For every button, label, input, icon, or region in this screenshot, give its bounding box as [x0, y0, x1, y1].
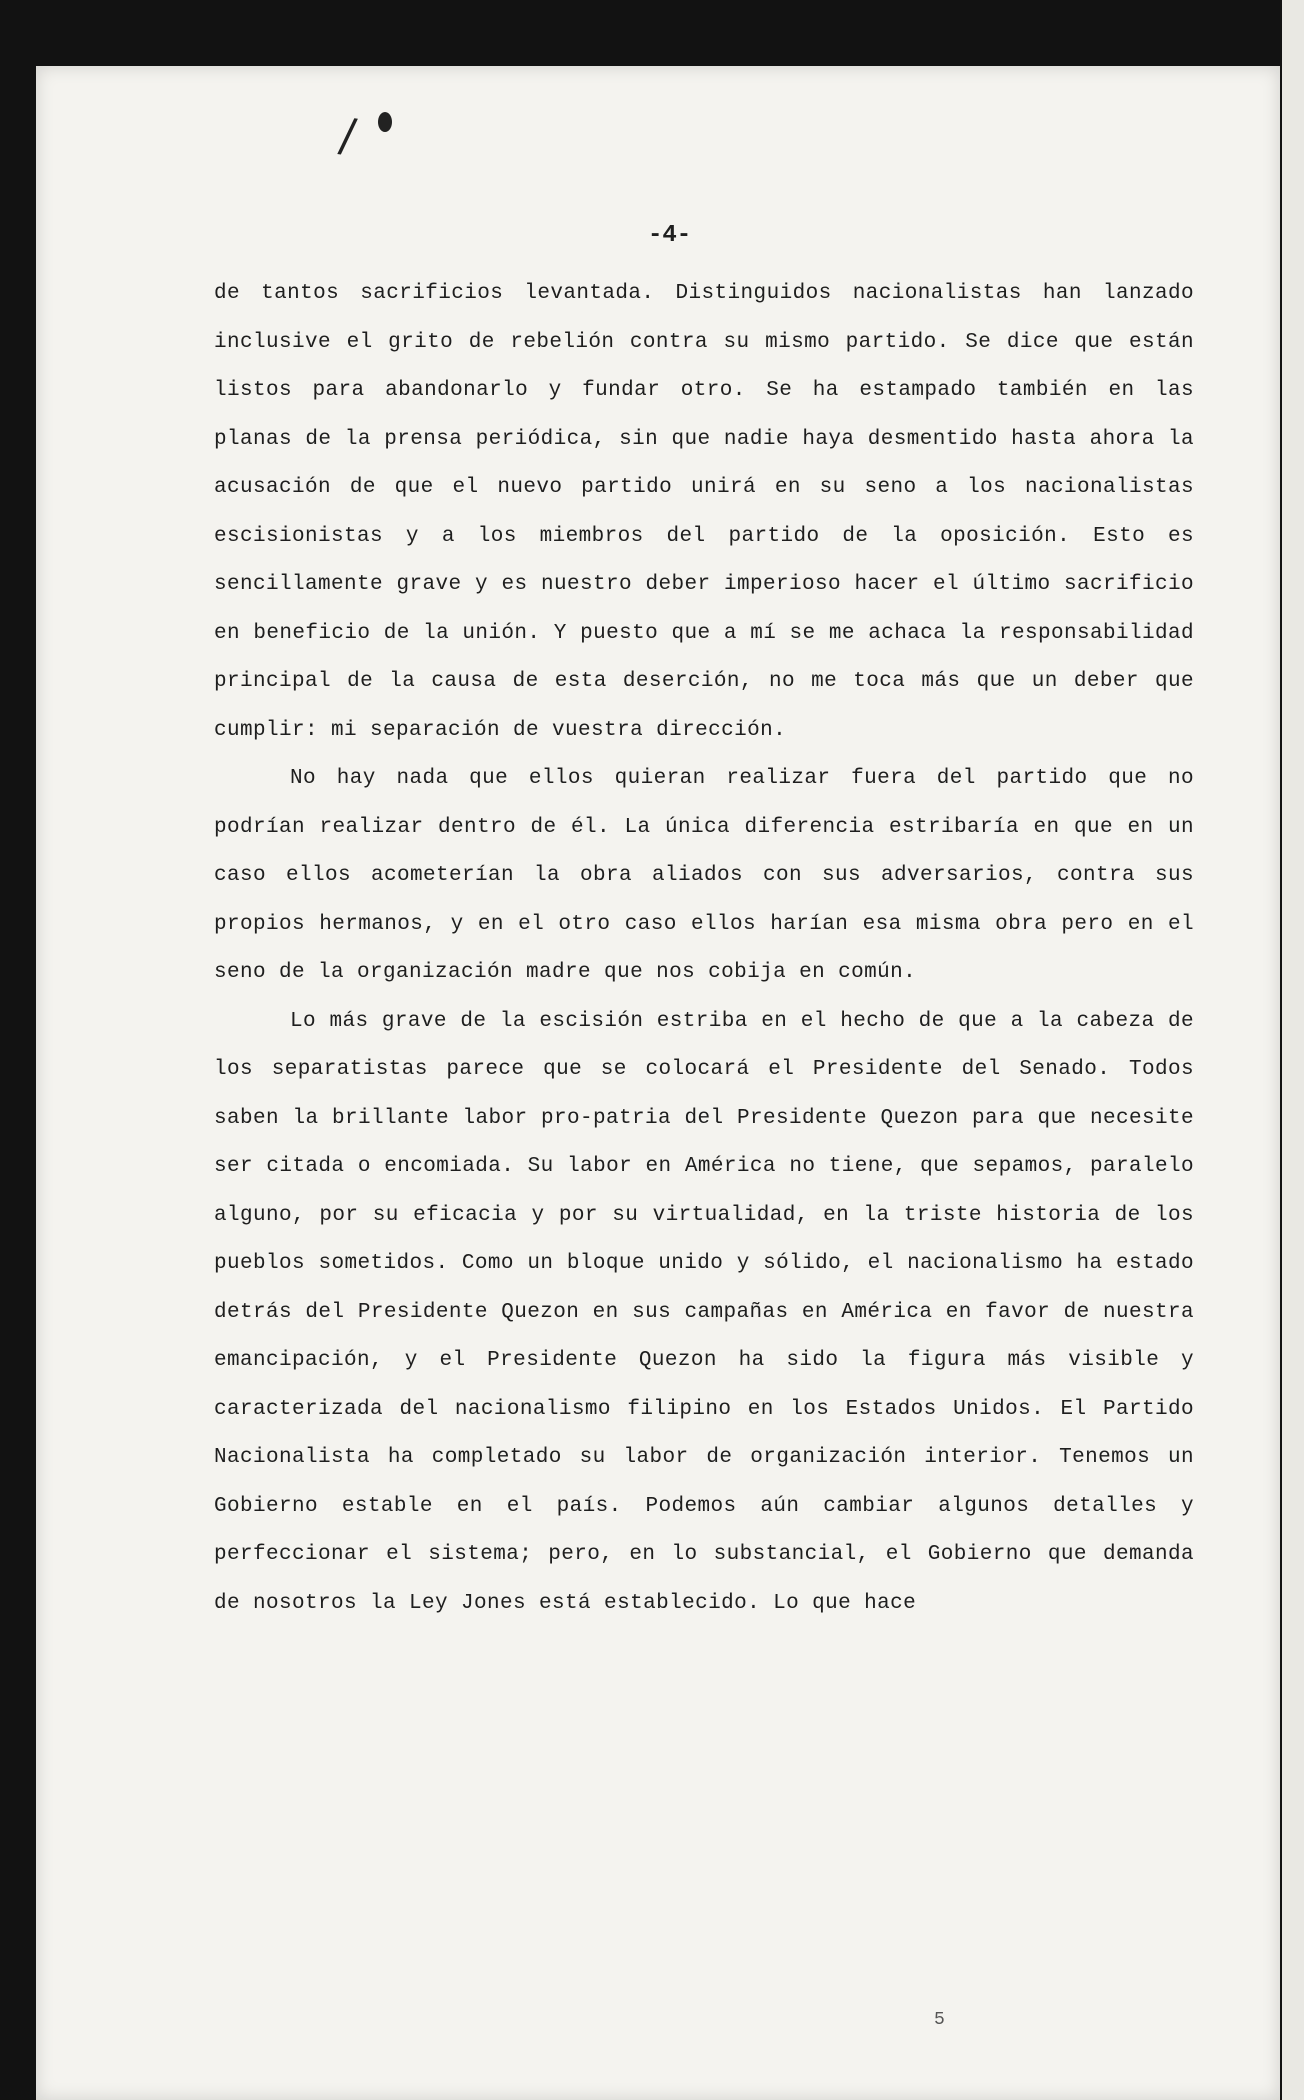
ink-blot	[378, 112, 392, 132]
scanner-edge	[1282, 0, 1304, 2100]
paragraph-3: Lo más grave de la escisión estriba en el hecho de que a la cabeza de los separatistas parece que se colocará el Presidente del Senado. Todos saben la brillante labor pro-patria del Presidente Quezon para que necesite ser citada o encomiada. Su labor en América no tiene, que sepamos, paralelo alguno, por su eficacia y por su virtualidad, en la triste historia de los pueblos sometidos. Como un bloque unido y sólido, el nacionalismo ha estado detrás del Presidente Quezon en sus campañas en América en favor de nuestra emancipación, y el Presidente Quezon ha sido la figura más visible y caracterizada del nacionalismo filipino en los Estados Unidos. El Partido Nacionalista ha completado su labor de organización interior. Tenemos un Gobierno estable en el país. Podemos aún cambiar algunos detalles y perfeccionar el sistema; pero, en lo substancial, el Gobierno que demanda de nosotros la Ley Jones está establecido. Lo que hace	[214, 1009, 1194, 1615]
ink-mark: /	[336, 107, 360, 163]
footer-mark: 5	[934, 2010, 945, 2030]
paragraph-2: No hay nada que ellos quieran realizar fuera del partido que no podrían realizar dentro de él. La única diferencia estribaría en que en un caso ellos acometerían la obra aliados con sus adversarios, contra sus propios hermanos, y en el otro caso ellos harían esa misma obra pero en el seno de la organización madre que nos cobija en común.	[214, 767, 1194, 984]
paragraph-1: de tantos sacrificios levantada. Distinguidos nacionalistas han lanzado inclusive el grito de rebelión contra su mismo partido. Se dice que están listos para abandonarlo y fundar otro. Se ha estampado también en las planas de la prensa periódica, sin que nadie haya desmentido hasta ahora la acusación de que el nuevo partido unirá en su seno a los nacionalistas escisionistas y a los miembros del partido de la oposición. Esto es sencillamente grave y es nuestro deber imperioso hacer el último sacrificio en beneficio de la unión. Y puesto que a mí se me achaca la responsabilidad principal de la causa de esta deserción, no me toca más que un deber que cumplir: mi separación de vuestra dirección.	[214, 282, 1194, 742]
document-body	[214, 270, 1194, 1628]
page-number: -4-	[648, 222, 692, 249]
